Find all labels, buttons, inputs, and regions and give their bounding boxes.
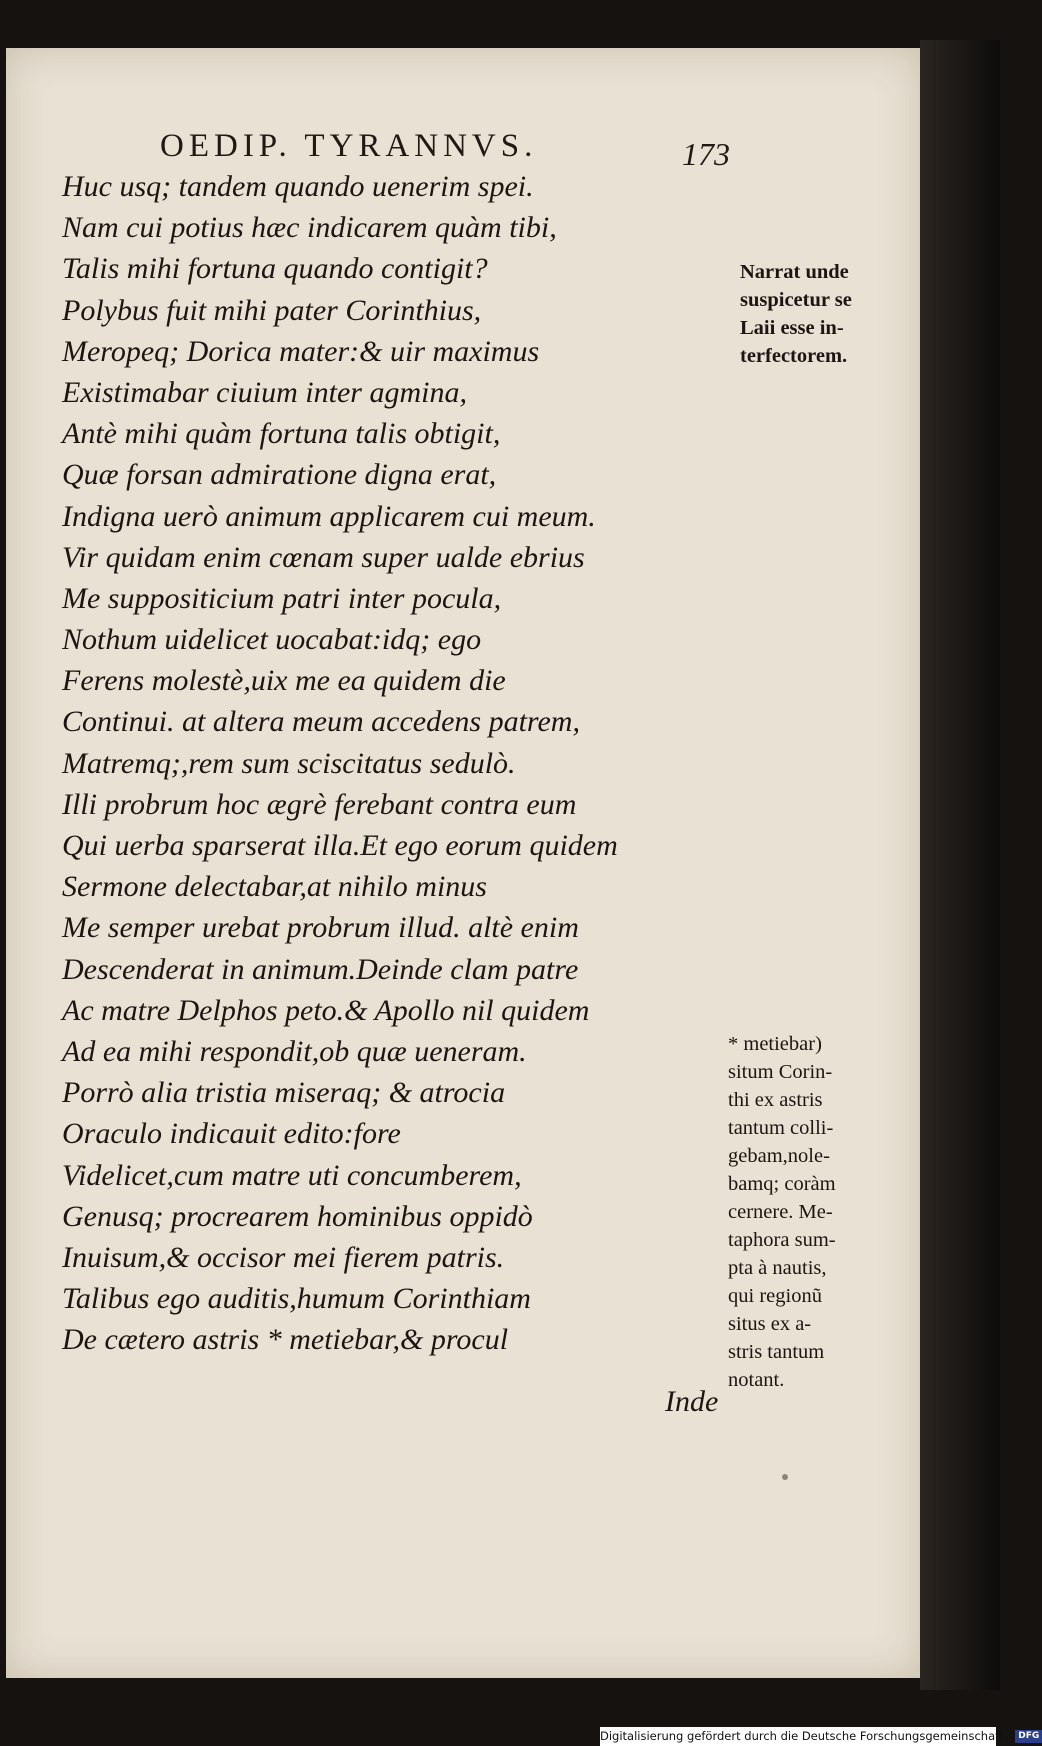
verse-line: Descenderat in animum.Deinde clam patre: [62, 952, 579, 986]
verse-line: Videlicet,cum matre uti concumberem,: [62, 1158, 522, 1192]
verse-line: Illi probrum hoc ægrè ferebant contra eum: [62, 787, 577, 821]
marginal-note-line: suspicetur se: [740, 289, 852, 311]
marginal-note-line: situm Corin-: [728, 1061, 833, 1083]
verse-line: Matremq;,rem sum sciscitatus sedulò.: [62, 746, 516, 780]
marginal-note-metiebar: [728, 1030, 836, 1394]
marginal-note-line: pta à nautis,: [728, 1257, 827, 1279]
credit-text: Digitalisierung gefördert durch die Deutsche Forschungsgemeinschaft -: [600, 1729, 1012, 1743]
marginal-note-line: tantum colli-: [728, 1117, 834, 1139]
verse-line: Me suppositicium patri inter pocula,: [62, 581, 502, 615]
marginal-note-line: stris tantum: [728, 1341, 825, 1363]
verse-line: Quæ forsan admiratione digna erat,: [62, 458, 497, 492]
page-number: 173: [682, 136, 730, 172]
marginal-note-line: situs ex a-: [728, 1313, 812, 1335]
verse-line: Inuisum,& occisor mei fierem patris.: [62, 1240, 505, 1274]
marginal-note-line: qui regionũ: [728, 1285, 822, 1307]
book-spine-shadow: [920, 40, 1000, 1690]
marginal-note-narrat: [740, 258, 852, 370]
marginal-note-line: * metiebar): [728, 1033, 822, 1055]
verse-line: Porrò alia tristia miseraq; & atrocia: [62, 1076, 506, 1110]
marginal-note-line: terfectorem.: [740, 345, 848, 367]
marginal-note-line: thi ex astris: [728, 1089, 823, 1111]
verse-line: Nothum uidelicet uocabat:idq; ego: [62, 623, 482, 657]
verse-line: Continui. at altera meum accedens patrem,: [62, 705, 580, 739]
verse-line: Talis mihi fortuna quando contigit?: [62, 252, 488, 286]
verse-line: Meropeq; Dorica mater:& uir maximus: [62, 334, 540, 368]
verse-line: Indigna uerò animum applicarem cui meum.: [62, 499, 596, 533]
verse-line: Ac matre Delphos peto.& Apollo nil quidem: [62, 993, 590, 1027]
verse-line: Me semper urebat probrum illud. altè enim: [62, 911, 579, 945]
marginal-note-line: gebam,nole-: [728, 1145, 830, 1167]
verse-line: Qui uerba sparserat illa.Et ego eorum quidem: [62, 829, 618, 862]
verse-line: Nam cui potius hæc indicarem quàm tibi,: [62, 211, 557, 245]
verse-text: [62, 166, 642, 1360]
verse-line: Sermone delectabar,at nihilo minus: [62, 870, 487, 904]
verse-line: Vir quidam enim cœnam super ualde ebrius: [62, 540, 585, 574]
marginal-note-line: Laii esse in-: [740, 317, 844, 339]
verse-line: Ad ea mihi respondit,ob quæ ueneram.: [62, 1034, 527, 1068]
verse-line: Existimabar ciuium inter agmina,: [62, 375, 467, 409]
dfg-logo: DFG: [1015, 1730, 1042, 1743]
paper-blemish: [782, 1474, 788, 1480]
running-head: OEDIP. TYRANNVS.: [160, 128, 538, 164]
catchword: Inde: [665, 1385, 719, 1418]
verse-line: Genusq; procrearem hominibus oppidò: [62, 1199, 533, 1233]
verse-line: Ferens molestè,uix me ea quidem die: [62, 664, 506, 698]
verse-line: Antè mihi quàm fortuna talis obtigit,: [62, 417, 501, 451]
verse-line: Huc usq; tandem quando uenerim spei.: [62, 170, 534, 203]
verse-line: De cætero astris * metiebar,& procul: [62, 1323, 509, 1357]
marginal-note-line: taphora sum-: [728, 1229, 836, 1251]
verse-line: Oraculo indicauit edito:fore: [62, 1117, 401, 1151]
verse-line: Talibus ego auditis,humum Corinthiam: [62, 1282, 531, 1316]
verse-line: Polybus fuit mihi pater Corinthius,: [62, 293, 482, 327]
marginal-note-line: cernere. Me-: [728, 1201, 833, 1223]
marginal-note-line: Narrat unde: [740, 261, 849, 283]
digitization-credit: [600, 1727, 1040, 1746]
marginal-note-line: notant.: [728, 1369, 785, 1391]
marginal-note-line: bamq; coràm: [728, 1173, 836, 1195]
